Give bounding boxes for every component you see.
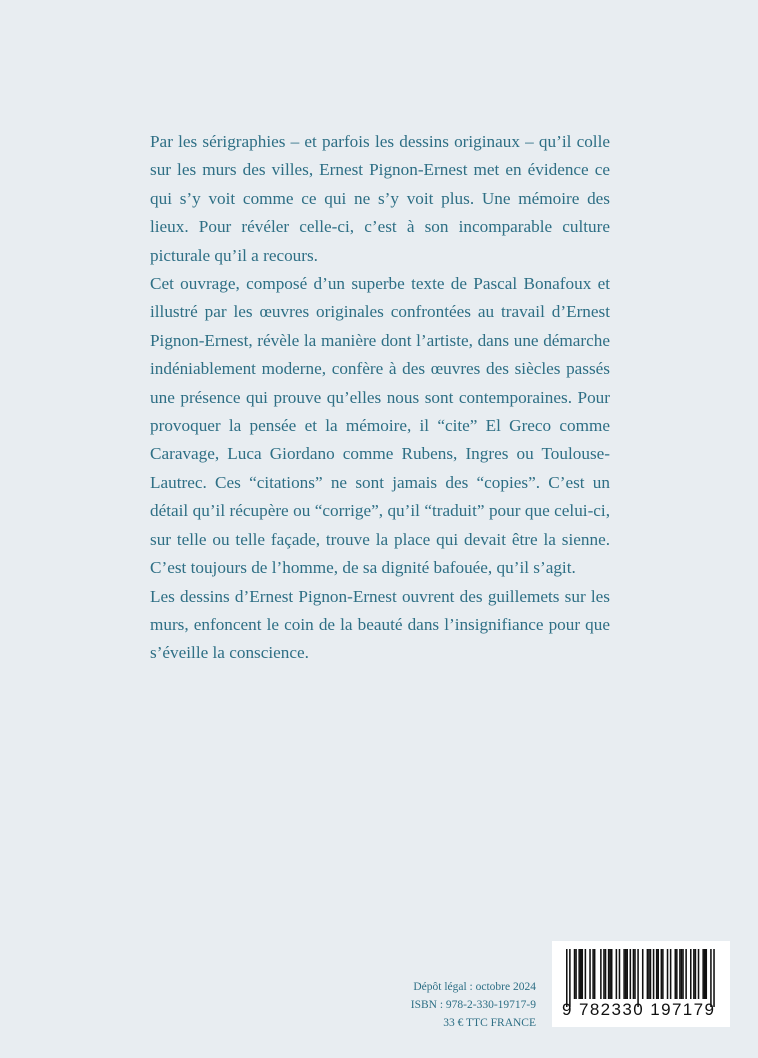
barcode-bar (690, 949, 692, 999)
barcode-bar (626, 949, 628, 999)
blurb-paragraph-1: Par les sérigraphies – et parfois les dessins originaux – qu’il colle sur les murs des villes, Ernest Pignon-Ernest met en évidence ce qui s’y voit comme ce qui ne s’y voit plus. Une mémoire des lieux. Pour révéler celle-ci, c’est à son incomparable culture picturale qu’il a recours. (150, 132, 610, 265)
barcode-bar (676, 949, 678, 999)
barcode-bar (575, 949, 577, 999)
barcode-bar (619, 949, 621, 999)
barcode-bar (600, 949, 602, 999)
barcode-bar (594, 949, 596, 999)
barcode-bar (580, 949, 582, 999)
barcode-bar (662, 949, 664, 999)
barcode-bar (605, 949, 607, 999)
barcode-bar (648, 949, 650, 999)
barcode-bar (609, 949, 611, 999)
barcode-bar (582, 949, 584, 999)
barcode-bar (675, 949, 677, 999)
barcode-bar (706, 949, 708, 999)
legal-deposit: Dépôt légal : octobre 2024 (413, 981, 536, 993)
barcode-bar (642, 949, 644, 999)
legal-info (411, 978, 536, 1032)
barcode-bar (634, 949, 636, 999)
barcode-bar (657, 949, 659, 999)
isbn-text: ISBN : 978-2-330-19717-9 (410, 999, 536, 1011)
barcode-digits: 9 782330 197179 (562, 1000, 716, 1019)
barcode-bar (653, 949, 655, 999)
barcode-bar (589, 949, 591, 999)
barcode-bar (661, 949, 663, 999)
barcode-bar (679, 949, 681, 999)
barcode-bar (695, 949, 697, 999)
barcode-bar (681, 949, 683, 999)
blurb-paragraph-2: Cet ouvrage, composé d’un superbe texte de Pascal Bonafoux et illustré par les œuvres originales confrontées au travail d’Ernest Pignon-Ernest, révèle la manière dont l’artiste, dans une démarche indéniablement moderne, confère à des œuvres des siècles passés une présence qui prouve qu’elles nous sont contemporaines. Pour provoquer la pensée et la mémoire, il “cite” El Greco comme Caravage, Luca Giordano comme Rubens, Ingres ou Toulouse-Lautrec. Ces “citations” ne sont jamais des “copies”. C’est un détail qu’il récupère ou “corrige”, qu’il “traduit” pour que celui-ci, sur telle ou telle façade, trouve la place qui devait être la sienne. C’est toujours de l’homme, de sa dignité bafouée, qu’il s’agit. (150, 274, 610, 578)
barcode-bar (647, 949, 649, 999)
back-cover-blurb (150, 128, 610, 668)
barcode-bar (569, 949, 571, 1007)
barcode-bar (611, 949, 613, 999)
barcode-bar (637, 949, 639, 1007)
barcode-bar (608, 949, 610, 999)
barcode-bar (667, 949, 669, 999)
barcode-bar (616, 949, 618, 999)
barcode-bar (578, 949, 580, 999)
barcode-bar (702, 949, 704, 999)
barcode-bar (633, 949, 635, 999)
barcode-bar (630, 949, 632, 999)
price-text: 33 € TTC FRANCE (443, 1017, 536, 1029)
barcode-bar (656, 949, 658, 999)
barcode-bar (623, 949, 625, 999)
barcode-bar (670, 949, 672, 999)
barcode-bar (713, 949, 715, 1007)
barcode-bar (682, 949, 684, 999)
barcode-bar (685, 949, 687, 999)
barcode-bar (710, 949, 712, 1007)
barcode-bar (698, 949, 700, 999)
barcode-bar (603, 949, 605, 999)
barcode-bar (585, 949, 587, 999)
barcode-bar (625, 949, 627, 999)
barcode-bar (704, 949, 706, 999)
barcode-bar (693, 949, 695, 999)
barcode-bar (650, 949, 652, 999)
barcode-bar (574, 949, 576, 999)
barcode-bar (566, 949, 568, 1007)
barcode-bar (592, 949, 594, 999)
blurb-paragraph-3: Les dessins d’Ernest Pignon-Ernest ouvrent des guillemets sur les murs, enfoncent le coin de la beauté dans l’insignifiance pour que s’éveille la conscience. (150, 586, 610, 663)
barcode (552, 941, 730, 1027)
